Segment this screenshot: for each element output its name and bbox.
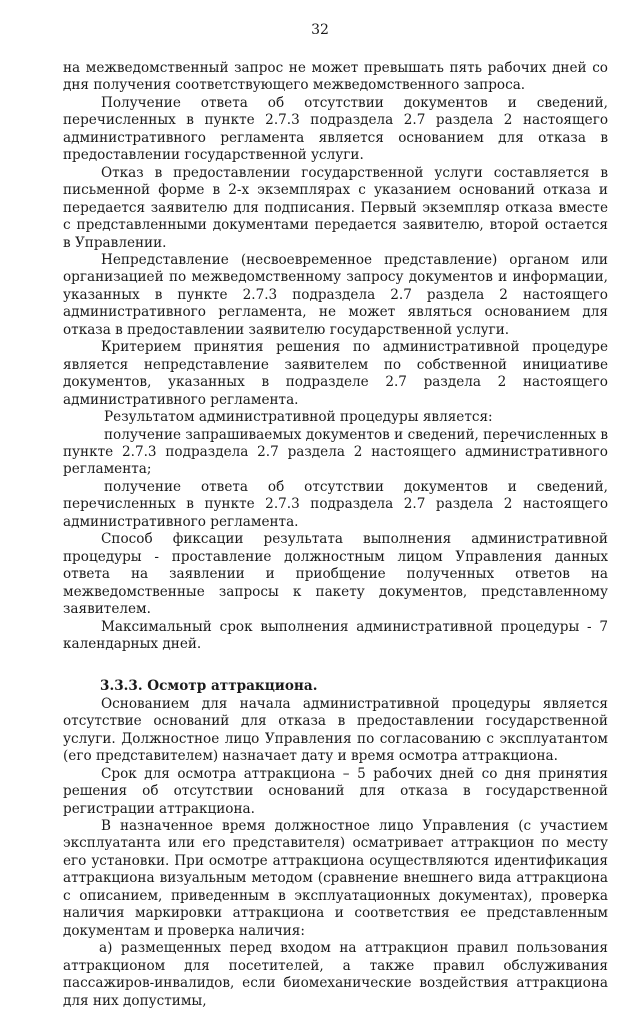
paragraph: Срок для осмотра аттракциона – 5 рабочих дней со дня принятия решения об отсутствии оснований для отказа в государственной регистрации аттракциона.	[63, 765, 608, 817]
paragraph: Максимальный срок выполнения административной процедуры - 7 календарных дней.	[63, 618, 608, 652]
paragraph-group-after	[63, 696, 608, 1010]
paragraph: Критерием принятия решения по административной процедуре является непредставление заявителем по собственной инициативе документов, указанных в подразделе 2.7 раздела 2 настоящего административного регламента.	[63, 339, 608, 408]
paragraph: получение ответа об отсутствии документов и сведений, перечисленных в пункте 2.7.3 подраздела 2.7 раздела 2 настоящего административного регламента.	[63, 478, 608, 530]
paragraph: а) размещенных перед входом на аттракцион правил пользования аттракционом для посетителей, а также правил обслуживания пассажиров-инвалидов, если биомеханические воздействия аттракциона для них допустимы,	[63, 940, 608, 1009]
paragraph: на межведомственный запрос не может превышать пять рабочих дней со дня получения соответствующего межведомственного запроса.	[63, 60, 608, 94]
paragraph-group-before	[63, 60, 608, 653]
paragraph: В назначенное время должностное лицо Управления (с участием эксплуатанта или его представителя) осматривает аттракцион по месту его установки. При осмотре аттракциона осуществляются идентификация аттракциона визуальным методом (сравнение внешнего вида аттракциона с описанием, приведенным в эксплуатационных документах), проверка наличия маркировки аттракциона и соответствия ее представленным документам и проверка наличия:	[63, 818, 608, 939]
page-number: 32	[311, 22, 329, 38]
paragraph: Основанием для начала административной процедуры является отсутствие оснований для отказа в предоставлении государственной услуги. Должностное лицо Управления по согласованию с эксплуатантом (его представителем) назначает дату и время осмотра аттракциона.	[63, 695, 608, 765]
paragraph: Результатом административной процедуры является:	[104, 409, 493, 426]
paragraph: Получение ответа об отсутствии документов и сведений, перечисленных в пункте 2.7.3 подраздела 2.7 раздела 2 настоящего административного регламента является основанием для отказа в предоставлении государственной услуги.	[63, 94, 608, 164]
paragraph: получение запрашиваемых документов и сведений, перечисленных в пункте 2.7.3 подраздела 2.7 раздела 2 настоящего административного регламента;	[63, 426, 608, 478]
paragraph: Непредставление (несвоевременное представление) органом или организацией по межведомственному запросу документов и информации, указанных в пункте 2.7.3 подраздела 2.7 раздела 2 настоящего административного регламента, не может являться основанием для отказа в предоставлении заявителю государственной услуги.	[63, 251, 608, 338]
paragraph: Способ фиксации результата выполнения административной процедуры - проставление должностным лицом Управления данных ответа на заявлении и приобщение полученных ответов на межведомственные запросы к пакету документов, представленному заявителем.	[63, 531, 608, 618]
section-heading: 3.3.3. Осмотр аттракциона.	[100, 678, 318, 695]
paragraph: Отказ в предоставлении государственной услуги составляется в письменной форме в 2-х экземплярах с указанием оснований отказа и передается заявителю для подписания. Первый экземпляр отказа вместе с представленными документами передается заявителю, второй остается в Управлении.	[63, 164, 608, 251]
document-body	[63, 60, 608, 1010]
